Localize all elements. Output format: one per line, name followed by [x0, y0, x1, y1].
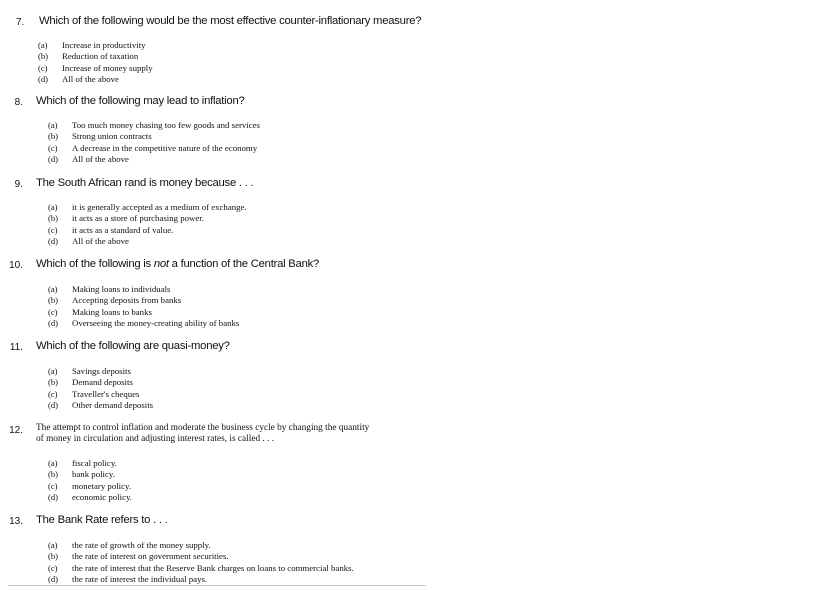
option-text: Increase in productivity	[62, 40, 146, 50]
option-a	[38, 40, 153, 51]
option-b	[48, 377, 153, 388]
option-c	[48, 481, 132, 492]
option-label: (c)	[48, 480, 58, 491]
question-text: Which of the following may lead to inflation?	[36, 95, 245, 107]
option-label: (a)	[48, 284, 58, 294]
option-text: Savings deposits	[72, 366, 131, 376]
option-c	[48, 307, 239, 318]
option-b	[48, 469, 132, 480]
question-text: The South African rand is money because . . .	[36, 177, 254, 189]
option-text: Increase of money supply	[62, 62, 153, 73]
question-text: Which of the following are quasi-money?	[36, 340, 230, 352]
option-label: (d)	[48, 235, 59, 246]
option-label: (a)	[48, 366, 58, 376]
option-text: it acts as a store of purchasing power.	[72, 213, 204, 224]
option-label: (d)	[48, 153, 59, 164]
option-a	[48, 540, 354, 551]
option-b	[48, 131, 260, 142]
option-a	[48, 366, 153, 377]
options-list	[48, 284, 239, 329]
question-8	[0, 95, 819, 164]
option-text: Strong union contracts	[72, 131, 152, 142]
option-label: (b)	[48, 131, 59, 142]
option-label: (d)	[48, 317, 59, 328]
option-text: it acts as a standard of value.	[72, 224, 174, 235]
option-d	[48, 492, 132, 503]
option-label: (b)	[48, 469, 59, 480]
question-number: 8.	[14, 97, 23, 108]
option-b	[38, 51, 153, 62]
question-number: 11.	[9, 342, 23, 353]
question-10	[0, 258, 819, 328]
option-text: Demand deposits	[72, 377, 133, 388]
option-c	[48, 389, 153, 400]
option-label: (d)	[48, 399, 59, 410]
option-label: (b)	[48, 551, 59, 562]
option-d	[48, 574, 354, 585]
question-text: The Bank Rate refers to . . .	[36, 514, 168, 526]
option-b	[48, 551, 354, 562]
option-text: the rate of interest on government securities.	[72, 551, 229, 562]
option-text: fiscal policy.	[72, 458, 117, 468]
option-d	[48, 318, 239, 329]
option-label: (b)	[48, 295, 59, 306]
option-b	[48, 295, 239, 306]
option-text: Making loans to individuals	[72, 284, 171, 294]
options-list	[48, 120, 260, 165]
question-13	[0, 514, 819, 584]
option-text: the rate of interest that the Reserve Bank charges on loans to commercial banks.	[72, 562, 354, 573]
option-label: (c)	[48, 224, 58, 235]
option-a	[48, 202, 247, 213]
options-list	[48, 202, 247, 247]
option-text: it is generally accepted as a medium of exchange.	[72, 202, 247, 212]
option-text: Other demand deposits	[72, 399, 154, 410]
option-label: (a)	[48, 458, 58, 468]
question-number: 9.	[14, 179, 23, 190]
question-number: 12.	[9, 425, 23, 436]
option-a	[48, 284, 239, 295]
option-label: (a)	[48, 120, 58, 130]
question-text: The attempt to control inflation and moderate the business cycle by changing the quantity of money in circulation and adjusting interest rates, is called . . .	[36, 423, 370, 444]
option-text: Overseeing the money-creating ability of banks	[72, 317, 240, 328]
option-label: (b)	[48, 377, 59, 388]
option-text: Reduction of taxation	[62, 51, 139, 62]
option-c	[38, 63, 153, 74]
option-c	[48, 563, 354, 574]
option-text: Accepting deposits from banks	[72, 295, 182, 306]
option-text: All of the above	[62, 73, 119, 84]
option-d	[38, 74, 153, 85]
option-a	[48, 120, 260, 131]
options-list	[48, 540, 354, 585]
question-text: Which of the following is not a function of the Central Bank?	[36, 258, 320, 270]
options-list	[48, 366, 153, 411]
option-text: economic policy.	[72, 491, 133, 502]
option-label: (d)	[48, 573, 59, 584]
option-text: Traveller's cheques	[72, 388, 140, 399]
option-text: All of the above	[72, 153, 129, 164]
option-text: monetary policy.	[72, 480, 132, 491]
question-11	[0, 340, 819, 410]
option-text: Making loans to banks	[72, 306, 152, 317]
option-text: A decrease in the competitive nature of the economy	[72, 142, 258, 153]
option-b	[48, 213, 247, 224]
option-text: bank policy.	[72, 469, 115, 480]
options-list	[48, 458, 132, 503]
question-12	[0, 423, 819, 502]
question-text: Which of the following would be the most effective counter-inflationary measure?	[39, 15, 422, 27]
option-label: (c)	[48, 142, 58, 153]
option-label: (a)	[48, 202, 58, 212]
option-d	[48, 154, 260, 165]
option-d	[48, 400, 153, 411]
option-label: (c)	[48, 562, 58, 573]
option-c	[48, 225, 247, 236]
question-9	[0, 177, 819, 246]
option-label: (b)	[48, 213, 59, 224]
question-number: 7.	[16, 17, 25, 28]
option-text: Too much money chasing too few goods and services	[72, 120, 260, 130]
option-label: (a)	[38, 40, 48, 50]
option-text: the rate of interest the individual pays.	[72, 573, 208, 584]
question-number: 10.	[9, 260, 23, 271]
option-c	[48, 143, 260, 154]
option-label: (b)	[38, 51, 49, 62]
question-number: 13.	[9, 516, 23, 527]
option-text: All of the above	[72, 235, 129, 246]
options-list	[38, 40, 153, 85]
option-label: (d)	[48, 491, 59, 502]
option-label: (d)	[38, 73, 49, 84]
emphasis-not: not	[153, 258, 169, 270]
question-7	[0, 15, 819, 84]
option-d	[48, 236, 247, 247]
bottom-divider	[8, 585, 426, 586]
option-label: (a)	[48, 540, 58, 550]
option-text: the rate of growth of the money supply.	[72, 540, 211, 550]
option-label: (c)	[38, 62, 48, 73]
option-a	[48, 458, 132, 469]
option-label: (c)	[48, 306, 58, 317]
option-label: (c)	[48, 388, 58, 399]
